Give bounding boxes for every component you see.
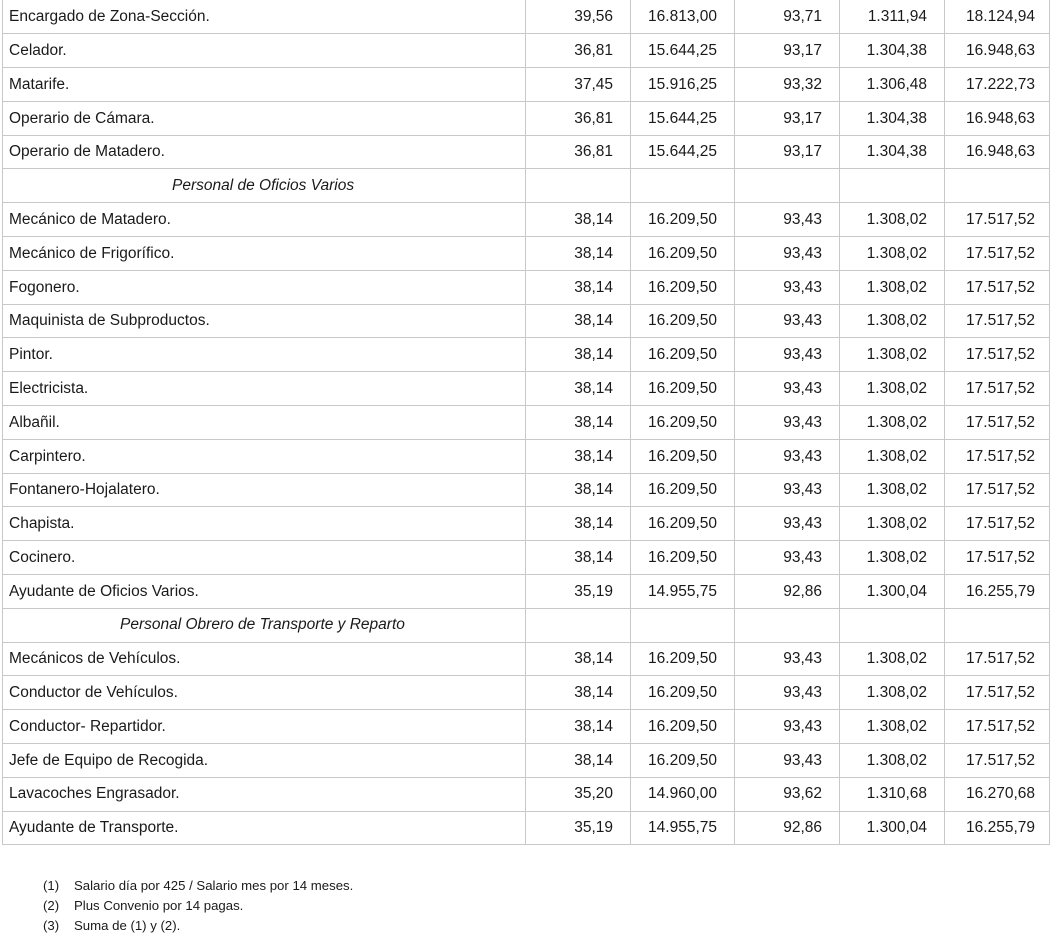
table-row bbox=[3, 304, 1050, 338]
footnote-marker: (1) bbox=[43, 878, 60, 893]
value-cell-3: 93,43 bbox=[735, 744, 840, 778]
job-title-cell: Mecánico de Matadero. bbox=[3, 203, 526, 237]
value-cell-1: 35,19 bbox=[526, 811, 631, 845]
value-cell-4: 1.300,04 bbox=[840, 575, 945, 609]
empty-cell bbox=[631, 169, 735, 203]
value-cell-3: 93,17 bbox=[735, 101, 840, 135]
value-cell-2: 16.813,00 bbox=[631, 0, 735, 34]
value-cell-5: 16.948,63 bbox=[945, 135, 1050, 169]
value-cell-4: 1.308,02 bbox=[840, 439, 945, 473]
value-cell-4: 1.308,02 bbox=[840, 237, 945, 271]
value-cell-5: 17.517,52 bbox=[945, 338, 1050, 372]
value-cell-2: 14.955,75 bbox=[631, 811, 735, 845]
value-cell-1: 38,14 bbox=[526, 676, 631, 710]
value-cell-3: 93,43 bbox=[735, 406, 840, 440]
value-cell-5: 16.270,68 bbox=[945, 777, 1050, 811]
table-row bbox=[3, 68, 1050, 102]
value-cell-5: 16.255,79 bbox=[945, 811, 1050, 845]
value-cell-2: 16.209,50 bbox=[631, 642, 735, 676]
value-cell-5: 17.517,52 bbox=[945, 473, 1050, 507]
value-cell-1: 35,19 bbox=[526, 575, 631, 609]
job-title-cell: Fogonero. bbox=[3, 270, 526, 304]
table-row bbox=[3, 811, 1050, 845]
value-cell-3: 93,43 bbox=[735, 270, 840, 304]
job-title-cell: Mecánicos de Vehículos. bbox=[3, 642, 526, 676]
value-cell-2: 16.209,50 bbox=[631, 270, 735, 304]
value-cell-1: 38,14 bbox=[526, 642, 631, 676]
value-cell-2: 15.644,25 bbox=[631, 34, 735, 68]
value-cell-2: 16.209,50 bbox=[631, 473, 735, 507]
table-row bbox=[3, 406, 1050, 440]
salary-table-body bbox=[3, 0, 1050, 845]
empty-cell bbox=[526, 608, 631, 642]
value-cell-4: 1.308,02 bbox=[840, 372, 945, 406]
value-cell-3: 93,43 bbox=[735, 372, 840, 406]
value-cell-2: 16.209,50 bbox=[631, 710, 735, 744]
table-row bbox=[3, 676, 1050, 710]
job-title-cell: Mecánico de Frigorífico. bbox=[3, 237, 526, 271]
value-cell-4: 1.308,02 bbox=[840, 507, 945, 541]
table-row bbox=[3, 575, 1050, 609]
job-title-cell: Pintor. bbox=[3, 338, 526, 372]
value-cell-3: 93,43 bbox=[735, 507, 840, 541]
job-title-cell: Conductor- Repartidor. bbox=[3, 710, 526, 744]
value-cell-5: 17.222,73 bbox=[945, 68, 1050, 102]
value-cell-2: 16.209,50 bbox=[631, 372, 735, 406]
value-cell-4: 1.308,02 bbox=[840, 744, 945, 778]
value-cell-3: 93,43 bbox=[735, 439, 840, 473]
value-cell-1: 38,14 bbox=[526, 473, 631, 507]
footnote bbox=[43, 876, 353, 896]
table-row bbox=[3, 439, 1050, 473]
value-cell-4: 1.304,38 bbox=[840, 135, 945, 169]
value-cell-5: 17.517,52 bbox=[945, 439, 1050, 473]
table-row bbox=[3, 101, 1050, 135]
footnote-marker: (3) bbox=[43, 918, 60, 933]
job-title-cell: Fontanero-Hojalatero. bbox=[3, 473, 526, 507]
value-cell-2: 15.644,25 bbox=[631, 135, 735, 169]
job-title-cell: Albañil. bbox=[3, 406, 526, 440]
job-title-cell: Encargado de Zona-Sección. bbox=[3, 0, 526, 34]
job-title-cell: Ayudante de Transporte. bbox=[3, 811, 526, 845]
value-cell-1: 38,14 bbox=[526, 203, 631, 237]
empty-cell bbox=[735, 169, 840, 203]
salary-table-container bbox=[2, 0, 1049, 845]
job-title-cell: Chapista. bbox=[3, 507, 526, 541]
value-cell-1: 37,45 bbox=[526, 68, 631, 102]
value-cell-3: 93,17 bbox=[735, 34, 840, 68]
footnote-text: Plus Convenio por 14 pagas. bbox=[74, 898, 244, 913]
value-cell-4: 1.308,02 bbox=[840, 676, 945, 710]
value-cell-2: 14.960,00 bbox=[631, 777, 735, 811]
section-header-row bbox=[3, 608, 1050, 642]
value-cell-5: 17.517,52 bbox=[945, 710, 1050, 744]
value-cell-5: 17.517,52 bbox=[945, 203, 1050, 237]
value-cell-5: 16.948,63 bbox=[945, 34, 1050, 68]
table-row bbox=[3, 135, 1050, 169]
value-cell-1: 38,14 bbox=[526, 507, 631, 541]
value-cell-1: 38,14 bbox=[526, 338, 631, 372]
value-cell-5: 18.124,94 bbox=[945, 0, 1050, 34]
value-cell-2: 16.209,50 bbox=[631, 203, 735, 237]
value-cell-2: 16.209,50 bbox=[631, 541, 735, 575]
value-cell-3: 93,43 bbox=[735, 473, 840, 507]
table-row bbox=[3, 34, 1050, 68]
section-title: Personal Obrero de Transporte y Reparto bbox=[3, 608, 526, 642]
value-cell-2: 15.644,25 bbox=[631, 101, 735, 135]
value-cell-1: 38,14 bbox=[526, 237, 631, 271]
value-cell-5: 17.517,52 bbox=[945, 676, 1050, 710]
table-row bbox=[3, 642, 1050, 676]
value-cell-1: 35,20 bbox=[526, 777, 631, 811]
value-cell-5: 17.517,52 bbox=[945, 541, 1050, 575]
value-cell-4: 1.304,38 bbox=[840, 101, 945, 135]
value-cell-4: 1.308,02 bbox=[840, 338, 945, 372]
job-title-cell: Operario de Matadero. bbox=[3, 135, 526, 169]
table-row bbox=[3, 744, 1050, 778]
value-cell-3: 93,43 bbox=[735, 338, 840, 372]
job-title-cell: Cocinero. bbox=[3, 541, 526, 575]
value-cell-4: 1.308,02 bbox=[840, 270, 945, 304]
value-cell-1: 38,14 bbox=[526, 710, 631, 744]
value-cell-2: 14.955,75 bbox=[631, 575, 735, 609]
value-cell-1: 38,14 bbox=[526, 541, 631, 575]
value-cell-2: 16.209,50 bbox=[631, 676, 735, 710]
value-cell-4: 1.300,04 bbox=[840, 811, 945, 845]
job-title-cell: Celador. bbox=[3, 34, 526, 68]
value-cell-4: 1.308,02 bbox=[840, 406, 945, 440]
empty-cell bbox=[840, 608, 945, 642]
value-cell-2: 16.209,50 bbox=[631, 406, 735, 440]
value-cell-2: 16.209,50 bbox=[631, 304, 735, 338]
value-cell-3: 92,86 bbox=[735, 811, 840, 845]
value-cell-5: 17.517,52 bbox=[945, 642, 1050, 676]
value-cell-1: 38,14 bbox=[526, 304, 631, 338]
job-title-cell: Ayudante de Oficios Varios. bbox=[3, 575, 526, 609]
value-cell-5: 17.517,52 bbox=[945, 372, 1050, 406]
value-cell-2: 16.209,50 bbox=[631, 237, 735, 271]
value-cell-3: 93,43 bbox=[735, 676, 840, 710]
job-title-cell: Electricista. bbox=[3, 372, 526, 406]
value-cell-4: 1.308,02 bbox=[840, 203, 945, 237]
value-cell-1: 36,81 bbox=[526, 135, 631, 169]
value-cell-4: 1.308,02 bbox=[840, 541, 945, 575]
job-title-cell: Operario de Cámara. bbox=[3, 101, 526, 135]
value-cell-3: 93,43 bbox=[735, 237, 840, 271]
job-title-cell: Maquinista de Subproductos. bbox=[3, 304, 526, 338]
value-cell-2: 15.916,25 bbox=[631, 68, 735, 102]
value-cell-5: 17.517,52 bbox=[945, 406, 1050, 440]
value-cell-1: 39,56 bbox=[526, 0, 631, 34]
value-cell-4: 1.311,94 bbox=[840, 0, 945, 34]
value-cell-2: 16.209,50 bbox=[631, 744, 735, 778]
job-title-cell: Matarife. bbox=[3, 68, 526, 102]
value-cell-2: 16.209,50 bbox=[631, 338, 735, 372]
value-cell-1: 38,14 bbox=[526, 270, 631, 304]
table-row bbox=[3, 541, 1050, 575]
value-cell-3: 93,17 bbox=[735, 135, 840, 169]
footnotes bbox=[43, 876, 353, 936]
footnote-text: Salario día por 425 / Salario mes por 14 meses. bbox=[74, 878, 354, 893]
job-title-cell: Carpintero. bbox=[3, 439, 526, 473]
value-cell-3: 93,43 bbox=[735, 642, 840, 676]
value-cell-4: 1.306,48 bbox=[840, 68, 945, 102]
table-row bbox=[3, 710, 1050, 744]
empty-cell bbox=[631, 608, 735, 642]
footnote-marker: (2) bbox=[43, 898, 60, 913]
value-cell-3: 93,71 bbox=[735, 0, 840, 34]
section-title: Personal de Oficios Varios bbox=[3, 169, 526, 203]
value-cell-1: 38,14 bbox=[526, 439, 631, 473]
empty-cell bbox=[945, 608, 1050, 642]
value-cell-5: 16.948,63 bbox=[945, 101, 1050, 135]
value-cell-3: 93,62 bbox=[735, 777, 840, 811]
table-row bbox=[3, 338, 1050, 372]
table-row bbox=[3, 777, 1050, 811]
value-cell-1: 38,14 bbox=[526, 744, 631, 778]
value-cell-3: 93,43 bbox=[735, 710, 840, 744]
job-title-cell: Conductor de Vehículos. bbox=[3, 676, 526, 710]
value-cell-5: 17.517,52 bbox=[945, 237, 1050, 271]
value-cell-4: 1.308,02 bbox=[840, 710, 945, 744]
value-cell-1: 36,81 bbox=[526, 34, 631, 68]
value-cell-1: 36,81 bbox=[526, 101, 631, 135]
table-row bbox=[3, 372, 1050, 406]
empty-cell bbox=[526, 169, 631, 203]
section-header-row bbox=[3, 169, 1050, 203]
value-cell-5: 17.517,52 bbox=[945, 304, 1050, 338]
job-title-cell: Jefe de Equipo de Recogida. bbox=[3, 744, 526, 778]
value-cell-4: 1.308,02 bbox=[840, 304, 945, 338]
value-cell-5: 17.517,52 bbox=[945, 507, 1050, 541]
empty-cell bbox=[840, 169, 945, 203]
table-row bbox=[3, 203, 1050, 237]
value-cell-4: 1.308,02 bbox=[840, 642, 945, 676]
value-cell-2: 16.209,50 bbox=[631, 507, 735, 541]
value-cell-4: 1.308,02 bbox=[840, 473, 945, 507]
value-cell-5: 17.517,52 bbox=[945, 270, 1050, 304]
value-cell-2: 16.209,50 bbox=[631, 439, 735, 473]
empty-cell bbox=[735, 608, 840, 642]
footnote bbox=[43, 896, 353, 916]
empty-cell bbox=[945, 169, 1050, 203]
value-cell-4: 1.304,38 bbox=[840, 34, 945, 68]
value-cell-3: 92,86 bbox=[735, 575, 840, 609]
table-row bbox=[3, 270, 1050, 304]
table-row bbox=[3, 0, 1050, 34]
table-row bbox=[3, 473, 1050, 507]
value-cell-3: 93,43 bbox=[735, 203, 840, 237]
job-title-cell: Lavacoches Engrasador. bbox=[3, 777, 526, 811]
footnote bbox=[43, 916, 353, 936]
value-cell-4: 1.310,68 bbox=[840, 777, 945, 811]
value-cell-3: 93,43 bbox=[735, 304, 840, 338]
table-row bbox=[3, 507, 1050, 541]
value-cell-1: 38,14 bbox=[526, 372, 631, 406]
value-cell-1: 38,14 bbox=[526, 406, 631, 440]
value-cell-3: 93,43 bbox=[735, 541, 840, 575]
table-row bbox=[3, 237, 1050, 271]
value-cell-3: 93,32 bbox=[735, 68, 840, 102]
footnote-text: Suma de (1) y (2). bbox=[74, 918, 181, 933]
salary-table bbox=[2, 0, 1050, 845]
value-cell-5: 17.517,52 bbox=[945, 744, 1050, 778]
value-cell-5: 16.255,79 bbox=[945, 575, 1050, 609]
